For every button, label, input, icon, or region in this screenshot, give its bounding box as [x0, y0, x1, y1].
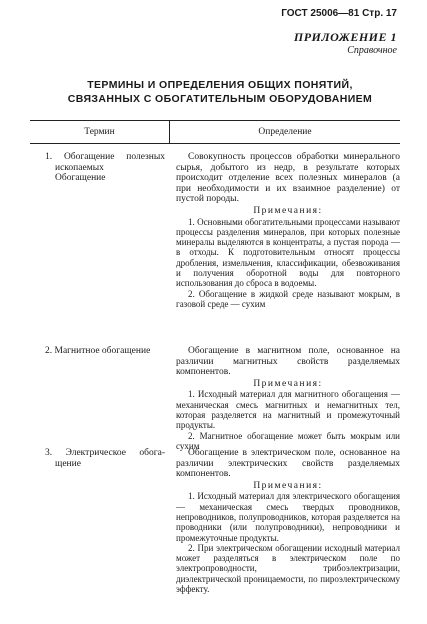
table-row-term: 3. Электрическое обога- щение [45, 448, 165, 469]
page-title-line-1: ТЕРМИНЫ И ОПРЕДЕЛЕНИЯ ОБЩИХ ПОНЯТИЙ, [87, 79, 353, 91]
table-row-term: 2. Магнитное обогащение [45, 346, 151, 356]
note-2: 2. Обогащение в жидкой среде называют мокрым, в газовой среде — сухим [176, 288, 400, 309]
table-row-definition [176, 448, 400, 594]
definition-text: Обогащение в электрическом поле, основанное на различии электрических свойств разделяемых компонентов. [176, 448, 400, 480]
table-row-term: 1. Обогащение полезных ископаемых Обогащение [45, 152, 165, 183]
notes-heading: Примечания: [253, 205, 323, 216]
note-1: 1. Исходный материал для магнитного обогащения — механическая смесь магнитных и немагнитных тел, которая разделяется на магнитный и промежуточный продукты. [176, 389, 400, 431]
page-title [40, 78, 400, 106]
notes-heading: Примечания: [253, 378, 323, 389]
table-row-definition [176, 152, 400, 309]
appendix-title: ПРИЛОЖЕНИЕ 1 [293, 30, 397, 44]
appendix-subtitle: Справочное [347, 45, 397, 56]
note-2: 2. Магнитное обогащение может быть мокрым или сухим [176, 430, 400, 451]
table-row-definition [176, 346, 400, 451]
column-header-definition: Определение [258, 127, 312, 137]
definition-text: Совокупность процессов обработки минерального сырья, добытого из недр, в результате которых происходит отделение всех полезных минералов (а при необходимости и их взаимное разделение) от пустой породы. [176, 152, 400, 205]
note-1: 1. Основными обогатительными процессами называют процессы разделения минералов, при которых полезные минералы выделяются в концентраты, а пустая порода — в отходы. К подготовительным относят процессы дробления, измельчения, классификации, обезвоживания и получения оборотной воды для повторного использования до сброса в водоемы. [176, 216, 400, 289]
note-1: 1. Исходный материал для электрического обогащения — механическая смесь твердых проводников, непроводников, полупроводников, которая разделяется на проводники (или полупроводники), непроводники и промежуточные продукты. [176, 491, 400, 543]
appendix-label [294, 30, 397, 56]
page-header: ГОСТ 25006—81 Стр. 17 [281, 8, 397, 19]
notes-heading: Примечания: [253, 480, 323, 491]
page-title-line-2: СВЯЗАННЫХ С ОБОГАТИТЕЛЬНЫМ ОБОРУДОВАНИЕМ [67, 93, 373, 105]
table-top-rule [30, 120, 400, 121]
note-2: 2. При электрическом обогащении исходный материал может разделяться в электрическом поле по электропроводности, трибоэлектризации, диэлектрической проницаемости, по пироэлектрическому эффекту. [176, 542, 400, 595]
column-header-term: Термин [84, 127, 115, 137]
definition-text: Обогащение в магнитном поле, основанное на различии магнитных свойств разделяемых компонентов. [176, 346, 400, 378]
table-header-rule [30, 143, 400, 144]
